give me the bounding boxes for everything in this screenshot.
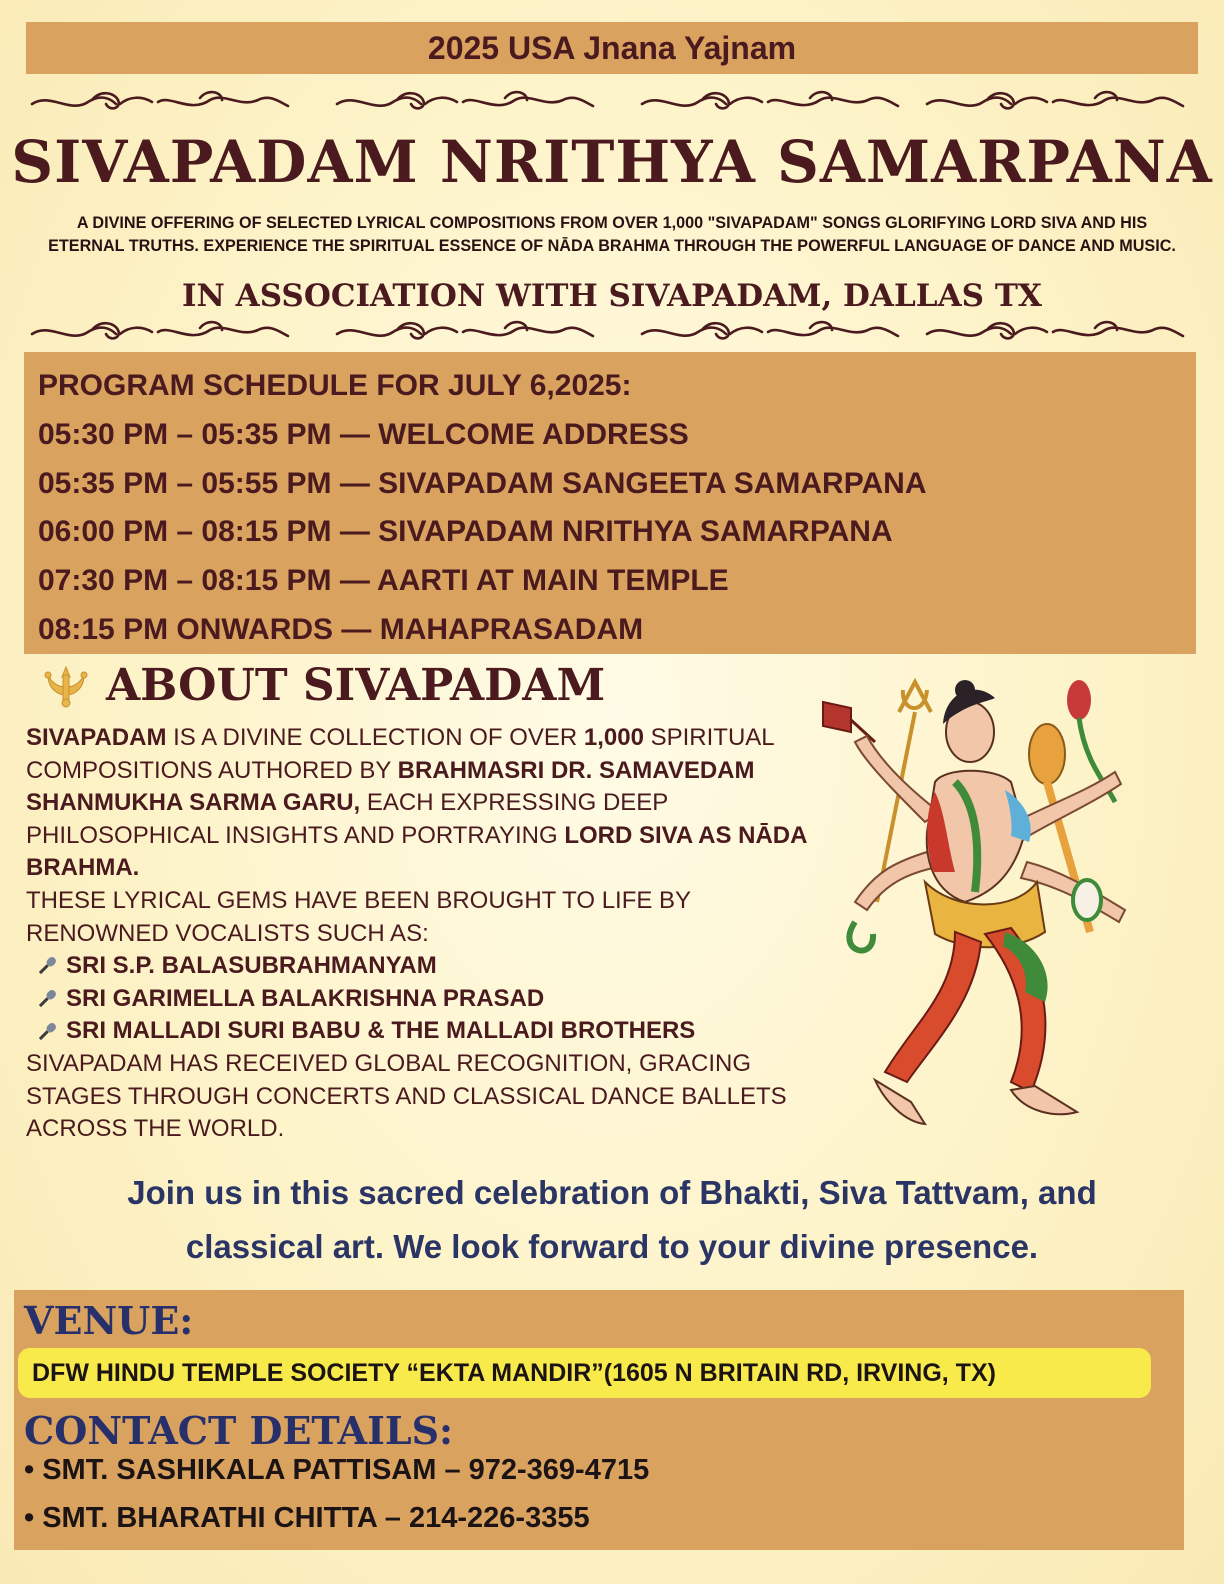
- event-title: SIVAPADAM NRITHYA SAMARPANA: [11, 128, 1213, 196]
- about-text-run: EACH EXPRESSING DEEP PHILOSOPHICAL INSIGHTS AND PORTRAYING: [26, 789, 668, 849]
- about-paragraph-3: SIVAPADAM HAS RECEIVED GLOBAL RECOGNITION, GRACING STAGES THROUGH CONCERTS AND CLASSICAL DANCE BALLETS ACROSS THE WORLD.: [26, 1049, 787, 1143]
- about-heading-row: [40, 660, 605, 711]
- subtitle-line-2: ETERNAL TRUTHS. EXPERIENCE THE SPIRITUAL ESSENCE OF NĀDA BRAHMA THROUGH THE POWERFUL LANGUAGE OF DANCE AND MUSIC.: [48, 237, 1176, 255]
- flourish-divider-top: [30, 88, 1200, 116]
- schedule-item: 05:35 PM – 05:55 PM — SIVAPADAM SANGEETA SAMARPANA: [38, 466, 927, 500]
- schedule-item: 06:00 PM – 08:15 PM — SIVAPADAM NRITHYA SAMARPANA: [38, 515, 893, 549]
- about-lord-siva: LORD SIVA AS NĀDA BRAHMA.: [26, 821, 807, 882]
- contact-person: • SMT. BHARATHI CHITTA – 214-226-3355: [24, 1502, 590, 1534]
- trident-om-icon: [40, 663, 92, 709]
- about-heading: ABOUT SIVAPADAM: [106, 660, 606, 711]
- schedule-item: 05:30 PM – 05:35 PM — WELCOME ADDRESS: [38, 417, 689, 451]
- about-text: [26, 722, 836, 1146]
- dancing-siva-illustration: [815, 672, 1145, 1162]
- invitation-line-1: Join us in this sacred celebration of Bhakti, Siva Tattvam, and: [127, 1174, 1097, 1211]
- schedule-item: 07:30 PM – 08:15 PM — AARTI AT MAIN TEMPLE: [38, 564, 729, 598]
- contact-label: CONTACT DETAILS:: [24, 1408, 454, 1453]
- venue-address-highlight: [18, 1348, 1151, 1398]
- about-paragraph-1: [26, 722, 836, 885]
- schedule-item: 08:15 PM ONWARDS — MAHAPRASADAM: [38, 612, 644, 646]
- top-banner: [26, 22, 1198, 74]
- vocalist-item: [26, 1015, 836, 1048]
- microphone-icon: [34, 954, 60, 978]
- venue-label: VENUE:: [24, 1298, 194, 1343]
- invitation-line-2: classical art. We look forward to your divine presence.: [185, 1228, 1039, 1265]
- about-name: SIVAPADAM: [26, 724, 167, 751]
- association-line: IN ASSOCIATION WITH SIVAPADAM, DALLAS TX: [182, 278, 1042, 314]
- flourish-divider-bottom: [30, 318, 1200, 346]
- vocalist-item: [26, 983, 836, 1016]
- about-author: BRAHMASRI DR. SAMAVEDAM SHANMUKHA SARMA GARU,: [26, 756, 755, 817]
- about-paragraph-2: THESE LYRICAL GEMS HAVE BEEN BROUGHT TO LIFE BY RENOWNED VOCALISTS SUCH AS:: [26, 886, 691, 947]
- schedule-heading: PROGRAM SCHEDULE FOR JULY 6,2025:: [38, 369, 632, 402]
- subtitle-line-1: A DIVINE OFFERING OF SELECTED LYRICAL COMPOSITIONS FROM OVER 1,000 "SIVAPADAM" SONGS GLORIFYING LORD SIVA AND HIS: [76, 214, 1148, 232]
- about-text-run: IS A DIVINE COLLECTION OF OVER: [166, 724, 584, 751]
- microphone-icon: [34, 1020, 60, 1044]
- invitation-text: [30, 1166, 1194, 1274]
- contact-person: • SMT. SASHIKALA PATTISAM – 972-369-4715: [24, 1454, 650, 1486]
- top-banner-text: 2025 USA Jnana Yajnam: [427, 29, 797, 66]
- vocalist-name: SRI S.P. BALASUBRAHMANYAM: [66, 952, 437, 980]
- vocalist-item: [26, 950, 836, 983]
- about-count: 1,000: [583, 724, 644, 751]
- venue-address: DFW HINDU TEMPLE SOCIETY “EKTA MANDIR”(1605 N BRITAIN RD, IRVING, TX): [32, 1358, 996, 1387]
- program-schedule: [24, 352, 1196, 654]
- vocalist-name: SRI GARIMELLA BALAKRISHNA PRASAD: [66, 984, 545, 1012]
- about-text-run: SPIRITUAL COMPOSITIONS AUTHORED BY: [26, 724, 774, 784]
- event-subtitle: [20, 212, 1204, 258]
- vocalist-name: SRI MALLADI SURI BABU & THE MALLADI BROTHERS: [66, 1017, 696, 1045]
- microphone-icon: [34, 987, 60, 1011]
